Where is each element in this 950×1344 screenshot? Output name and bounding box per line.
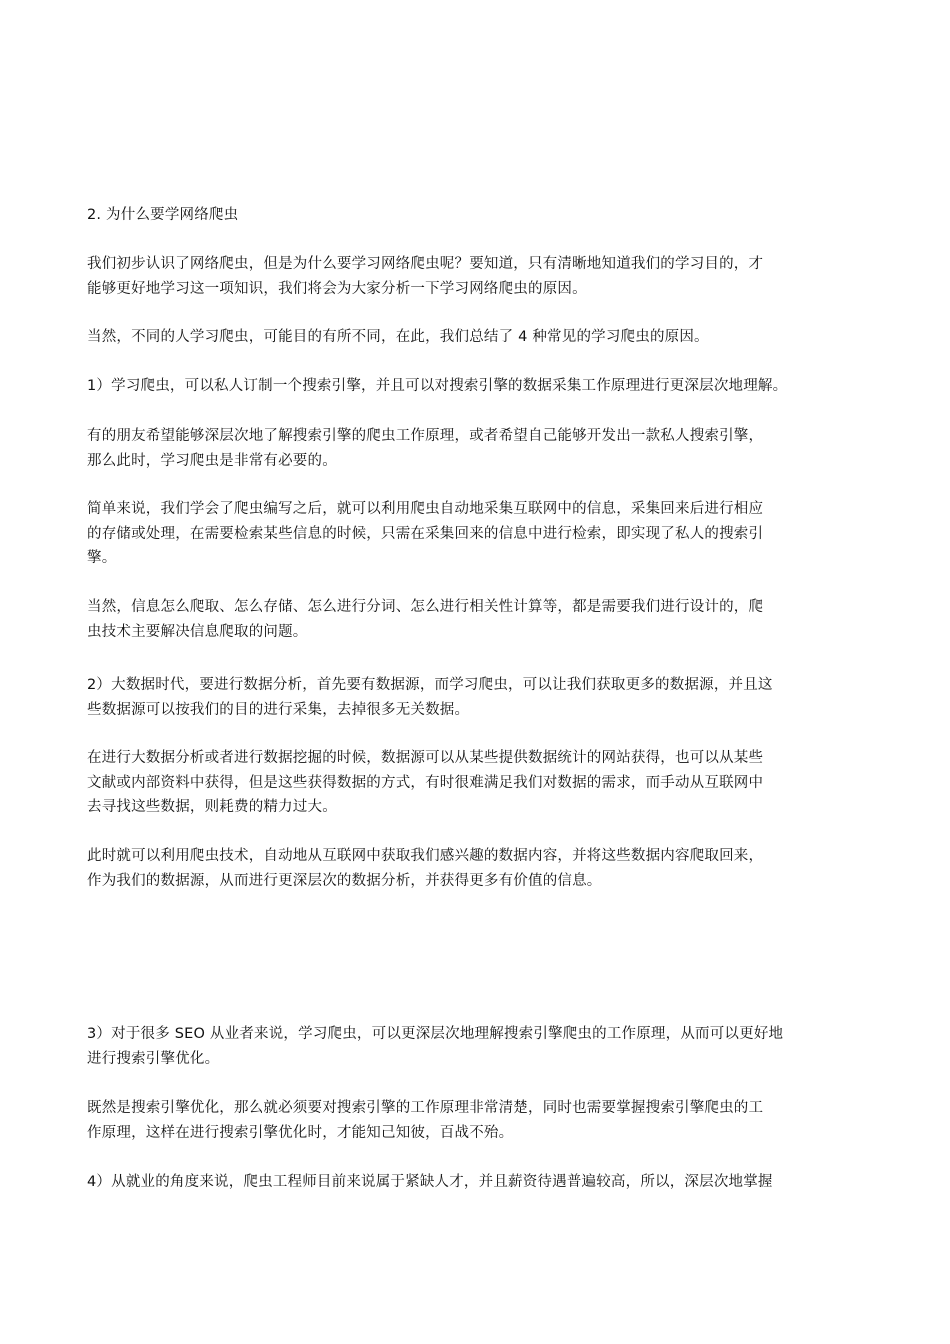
heading-text: 2. 为什么要学网络爬虫: [87, 207, 239, 223]
section-heading: [87, 203, 877, 228]
paragraph-line: 能够更好地学习这一项知识，我们将会为大家分析一下学习网络爬虫的原因。: [87, 280, 587, 297]
paragraph-line: 那么此时，学习爬虫是非常有必要的。: [87, 452, 337, 469]
paragraph-line: 此时就可以利用爬虫技术，自动地从互联网中获取我们感兴趣的数据内容，并将这些数据内容爬取回来，: [87, 848, 764, 864]
paragraph-line: 虫技术主要解决信息爬取的问题。: [87, 623, 308, 640]
paragraph-line: 当然，信息怎么爬取、怎么存储、怎么进行分词、怎么进行相关性计算等，都是需要我们进行设计的，爬: [87, 599, 764, 615]
paragraph-line: 的存储或处理，在需要检索某些信息的时候，只需在采集回来的信息中进行检索，即实现了私人的搜索引: [87, 525, 764, 542]
paragraph-line: 2）大数据时代，要进行数据分析，首先要有数据源，而学习爬虫，可以让我们获取更多的数据源，并且这: [87, 677, 773, 693]
paragraph-line: 4）从就业的角度来说，爬虫工程师目前来说属于紧缺人才，并且薪资待遇普遍较高，所以，深层次地掌握: [87, 1174, 773, 1190]
paragraph-line: 当然，不同的人学习爬虫，可能目的有所不同，在此，我们总结了 4 种常见的学习爬虫的原因。: [87, 329, 709, 345]
paragraph-reason-1-note: [87, 595, 877, 644]
paragraph-line: 我们初步认识了网络爬虫，但是为什么要学习网络爬虫呢？要知道，只有清晰地知道我们的学习目的，才: [87, 256, 764, 272]
paragraph-reason-3: [87, 1022, 877, 1071]
paragraph-line: 文献或内部资料中获得，但是这些获得数据的方式，有时很难满足我们对数据的需求，而手动从互联网中: [87, 774, 764, 791]
paragraph-line: 既然是搜索引擎优化，那么就必须要对搜索引擎的工作原理非常清楚，同时也需要掌握搜索引擎爬虫的工: [87, 1100, 764, 1116]
paragraph-line: 去寻找这些数据，则耗费的精力过大。: [87, 799, 337, 815]
paragraph-reason-1-detail: [87, 424, 877, 473]
paragraph-reason-2-detail: [87, 746, 877, 820]
paragraph-line: 作为我们的数据源，从而进行更深层次的数据分析，并获得更多有价值的信息。: [87, 872, 602, 889]
paragraph-line: 些数据源可以按我们的目的进行采集，去掉很多无关数据。: [87, 701, 470, 718]
paragraph-line: 进行搜索引擎优化。: [87, 1050, 220, 1067]
paragraph-reason-1-explain: [87, 497, 877, 571]
paragraph-line: 有的朋友希望能够深层次地了解搜索引擎的爬虫工作原理，或者希望自己能够开发出一款私人搜索引擎，: [87, 428, 764, 444]
paragraph-reason-4: [87, 1170, 877, 1195]
paragraph-reason-2: [87, 673, 877, 722]
paragraph-line: 擎。: [87, 550, 117, 566]
paragraph-reasons-summary: [87, 325, 877, 350]
paragraph-reason-1: [87, 374, 877, 399]
paragraph-line: 1）学习爬虫，可以私人订制一个搜索引擎，并且可以对搜索引擎的数据采集工作原理进行更深层次地理解。: [87, 378, 788, 394]
paragraph-intro: [87, 252, 877, 301]
paragraph-line: 简单来说，我们学会了爬虫编写之后，就可以利用爬虫自动地采集互联网中的信息，采集回来后进行相应: [87, 501, 764, 517]
paragraph-reason-3-detail: [87, 1096, 877, 1145]
paragraph-line: 在进行大数据分析或者进行数据挖掘的时候，数据源可以从某些提供数据统计的网站获得，也可以从某些: [87, 750, 764, 766]
paragraph-reason-2-explain: [87, 844, 877, 893]
paragraph-line: 3）对于很多 SEO 从业者来说，学习爬虫，可以更深层次地理解搜索引擎爬虫的工作原理，从而可以更好地: [87, 1026, 784, 1042]
paragraph-line: 作原理，这样在进行搜索引擎优化时，才能知己知彼，百战不殆。: [87, 1124, 514, 1141]
